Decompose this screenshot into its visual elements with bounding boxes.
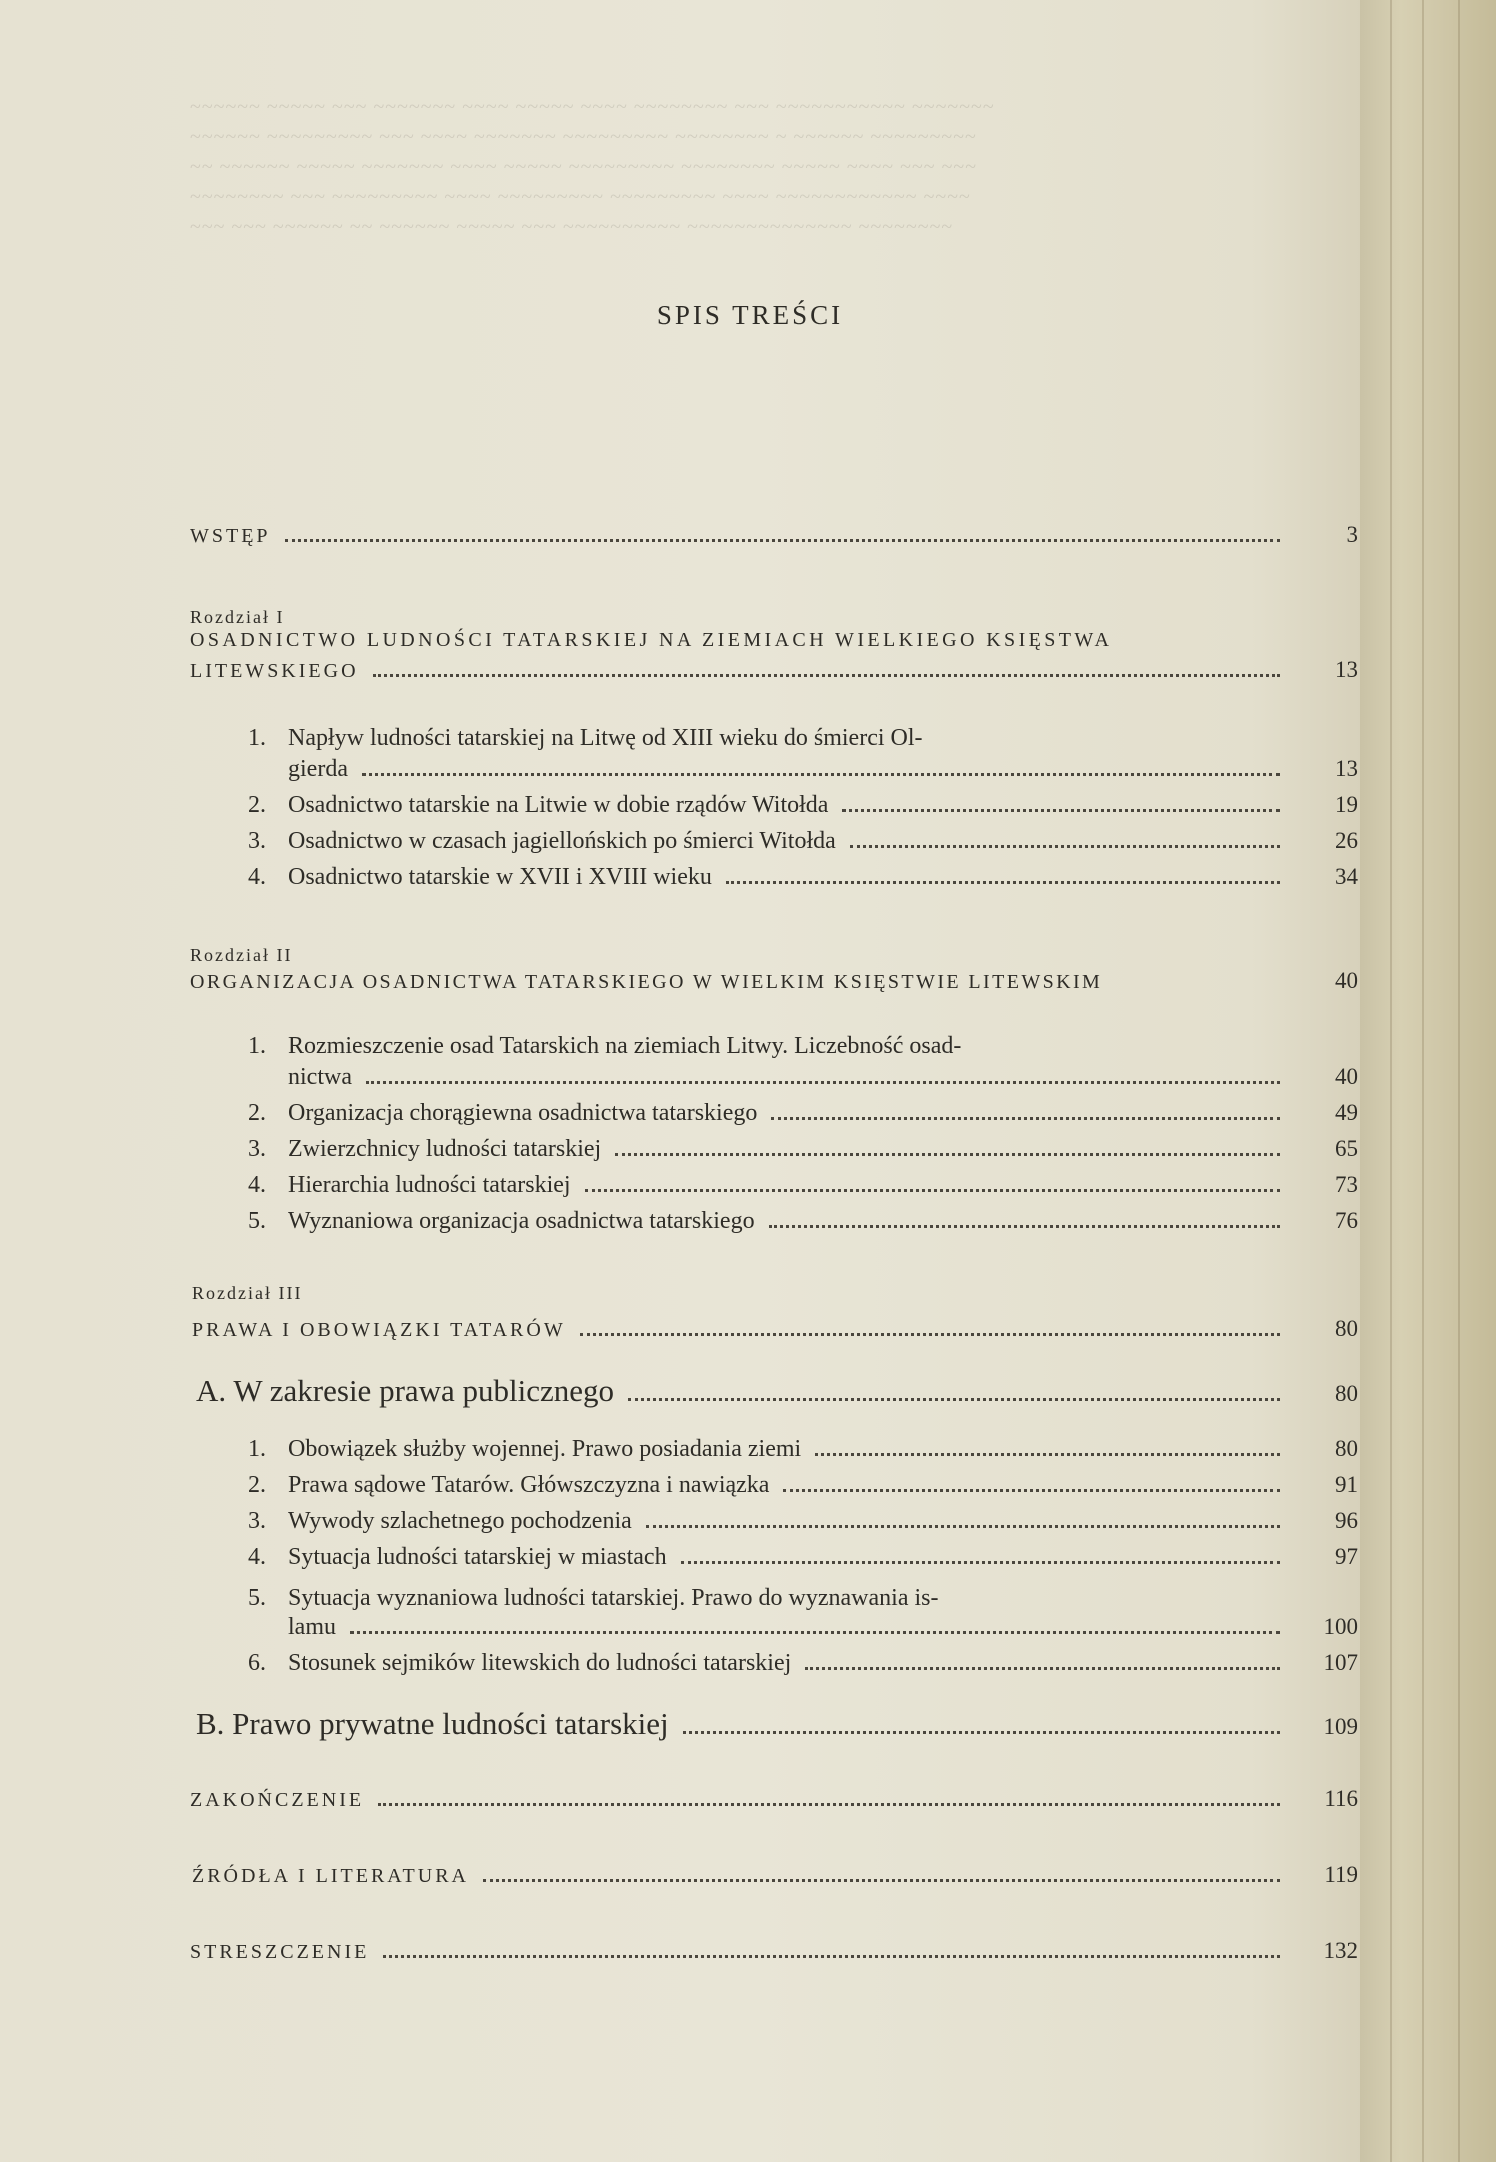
toc-subentry[interactable]	[248, 1650, 1358, 1677]
toc-subentry[interactable]	[248, 1208, 1358, 1235]
dot-leader	[350, 1631, 1280, 1634]
entry-label: ŹRÓDŁA I LITERATURA	[192, 1865, 469, 1887]
toc-subentry[interactable]	[248, 864, 1358, 891]
section-title: B. Prawo prywatne ludności tatarskiej	[196, 1706, 669, 1741]
entry-text: Sytuacja ludności tatarskiej w miastach	[288, 1544, 667, 1570]
dot-leader	[615, 1153, 1280, 1156]
toc-entry-streszczenie[interactable]	[190, 1938, 1358, 1964]
entry-text: Rozmieszczenie osad Tatarskich na ziemiach Litwy. Liczebność osad-	[288, 1033, 962, 1059]
entry-number: 3.	[248, 828, 266, 854]
dot-leader	[783, 1489, 1280, 1492]
dot-leader	[842, 809, 1280, 812]
dot-leader	[285, 539, 1280, 542]
entry-label: WSTĘP	[190, 525, 271, 547]
toc-entry-zrodla[interactable]	[192, 1862, 1358, 1888]
page-number: 19	[1335, 792, 1358, 817]
page-number: 91	[1335, 1472, 1358, 1497]
entry-label: PRAWA I OBOWIĄZKI TATARÓW	[192, 1319, 566, 1341]
page-number: 65	[1335, 1136, 1358, 1161]
entry-text: Prawa sądowe Tatarów. Główszczyzna i nawiązka	[288, 1472, 770, 1498]
page-number: 80	[1335, 1436, 1358, 1461]
page-number: 96	[1335, 1508, 1358, 1533]
page-number: 76	[1335, 1208, 1358, 1233]
entry-text: Stosunek sejmików litewskich do ludności tatarskiej	[288, 1650, 792, 1676]
toc-subentry-continuation[interactable]	[288, 1064, 1358, 1091]
toc-subentry[interactable]	[248, 1472, 1358, 1499]
chapter-label: Rozdział III	[192, 1283, 303, 1303]
dot-leader	[850, 845, 1280, 848]
entry-text: gierda	[288, 756, 348, 782]
toc-entry-chapter-3[interactable]	[192, 1316, 1358, 1342]
entry-number: 4.	[248, 864, 266, 890]
dot-leader	[580, 1333, 1280, 1336]
dot-leader	[646, 1525, 1280, 1528]
entry-number: 1.	[248, 1436, 266, 1462]
entry-text: Napływ ludności tatarskiej na Litwę od XIII wieku do śmierci Ol-	[288, 725, 923, 751]
entry-number: 1.	[248, 1033, 266, 1059]
dot-leader	[366, 1081, 1280, 1084]
page-number: 80	[1335, 1381, 1358, 1406]
page-number: 97	[1335, 1544, 1358, 1569]
entry-text: Wyznaniowa organizacja osadnictwa tatarskiego	[288, 1208, 755, 1234]
dot-leader	[383, 1955, 1280, 1958]
chapter-label: Rozdział II	[190, 945, 293, 965]
dot-leader	[373, 674, 1280, 677]
page-number: 26	[1335, 828, 1358, 853]
page-number: 3	[1346, 522, 1358, 547]
page-number: 13	[1335, 756, 1358, 781]
dot-leader	[585, 1189, 1280, 1192]
toc-section-b[interactable]	[196, 1706, 1358, 1742]
page-number: 100	[1323, 1614, 1358, 1639]
entry-number: 3.	[248, 1508, 266, 1534]
entry-text: Hierarchia ludności tatarskiej	[288, 1172, 571, 1198]
entry-text: Osadnictwo tatarskie na Litwie w dobie rządów Witołda	[288, 792, 829, 818]
toc-subentry[interactable]	[248, 1100, 1358, 1127]
entry-number: 2.	[248, 1100, 266, 1126]
page-number: 80	[1335, 1316, 1358, 1341]
dot-leader	[683, 1731, 1280, 1734]
dot-leader	[771, 1117, 1280, 1120]
entry-text: Wywody szlachetnego pochodzenia	[288, 1508, 632, 1534]
toc-subentry[interactable]	[248, 1436, 1358, 1463]
entry-number: 5.	[248, 1585, 266, 1611]
entry-number: 2.	[248, 1472, 266, 1498]
entry-text: lamu	[288, 1614, 336, 1640]
bleed-through-text: ~~~~~~ ~~~~~ ~~~ ~~~~~~~ ~~~~ ~~~~~ ~~~~ ~~~~~~~~ ~~~ ~~~~~~~~~~~ ~~~~~~~ ~~~~~~ ~~~~~~~~~ ~~~ ~~~~ ~~~~~~~ ~~~~~~~~~ ~~~~~~~~ ~ ~~~~~~ ~~~~~~~~~ ~~ ~~~~~~ ~~~~~ ~~~~~~~ ~~~~ ~~~~~ ~~~~~~~~~ ~~~~~~~~ ~~~~~ ~~~~ ~~~ ~~~ ~~~~~~~~ ~~~ ~~~~~~~~~ ~~~~ ~~~~~~~~~ ~~~~~~~~~ ~~~~ ~~~~~~~~~~~~ ~~~~ ~~~ ~~~ ~~~~~~ ~~ ~~~~~~ ~~~~~ ~~~ ~~~~~~~~~~ ~~~~~~~~~~~~~~ ~~~~~~~~	[190, 96, 995, 238]
toc-subentry[interactable]	[248, 1028, 1358, 1064]
toc-entry-zakonczenie[interactable]	[190, 1786, 1358, 1812]
dot-leader	[769, 1225, 1280, 1228]
chapter-label: Rozdział I	[190, 607, 285, 627]
toc-entry-chapter-2[interactable]	[190, 968, 1358, 994]
dot-leader	[483, 1879, 1280, 1882]
entry-number: 2.	[248, 792, 266, 818]
dot-leader	[1116, 985, 1280, 988]
entry-label: ZAKOŃCZENIE	[190, 1789, 365, 1811]
toc-subentry[interactable]	[248, 1544, 1358, 1571]
entry-number: 5.	[248, 1208, 266, 1234]
dot-leader	[815, 1453, 1280, 1456]
entry-text: Obowiązek służby wojennej. Prawo posiadania ziemi	[288, 1436, 802, 1462]
entry-text: nictwa	[288, 1064, 352, 1090]
toc-subentry[interactable]	[248, 828, 1358, 855]
toc-subentry[interactable]	[248, 792, 1358, 819]
entry-number: 4.	[248, 1544, 266, 1570]
dot-leader	[726, 881, 1280, 884]
dot-leader	[378, 1803, 1280, 1806]
entry-label: LITEWSKIEGO	[190, 660, 359, 682]
entry-text: Zwierzchnicy ludności tatarskiej	[288, 1136, 602, 1162]
toc-subentry[interactable]	[248, 1508, 1358, 1535]
page-number: 109	[1323, 1714, 1358, 1739]
entry-label: STRESZCZENIE	[190, 1941, 370, 1963]
section-title: A. W zakresie prawa publicznego	[196, 1373, 615, 1408]
page-number: 116	[1324, 1786, 1358, 1811]
toc-entry-wstep[interactable]	[190, 522, 1358, 548]
toc-section-a[interactable]	[196, 1373, 1358, 1409]
page-number: 13	[1335, 657, 1358, 682]
entry-number: 6.	[248, 1650, 266, 1676]
page-number: 34	[1335, 864, 1358, 889]
toc-subentry[interactable]	[248, 1172, 1358, 1199]
entry-number: 3.	[248, 1136, 266, 1162]
dot-leader	[805, 1667, 1280, 1670]
page-number: 73	[1335, 1172, 1358, 1197]
dot-leader	[681, 1561, 1280, 1564]
toc-subentry[interactable]	[248, 1580, 1358, 1616]
page-number: 132	[1323, 1938, 1358, 1963]
page-number: 49	[1335, 1100, 1358, 1125]
entry-text: Osadnictwo tatarskie w XVII i XVIII wieku	[288, 864, 712, 890]
page-number: 107	[1323, 1650, 1358, 1675]
page-number: 40	[1335, 1064, 1358, 1089]
page-number: 119	[1324, 1862, 1358, 1887]
entry-text: Organizacja chorągiewna osadnictwa tatarskiego	[288, 1100, 758, 1126]
toc-subentry-continuation[interactable]	[288, 1614, 1358, 1641]
dot-leader	[362, 773, 1280, 776]
page-title: SPIS TREŚCI	[656, 300, 844, 330]
toc-subentry-continuation[interactable]	[288, 756, 1358, 783]
entry-number: 4.	[248, 1172, 266, 1198]
toc-entry-chapter-1[interactable]	[190, 657, 1358, 683]
entry-label: ORGANIZACJA OSADNICTWA TATARSKIEGO W WIELKIM KSIĘSTWIE LITEWSKIM	[190, 971, 1103, 993]
toc-subentry[interactable]	[248, 1136, 1358, 1163]
page-number: 40	[1335, 968, 1358, 993]
dot-leader	[628, 1398, 1280, 1401]
entry-text: Osadnictwo w czasach jagiellońskich po śmierci Witołda	[288, 828, 836, 854]
entry-text: Sytuacja wyznaniowa ludności tatarskiej. Prawo do wyznawania is-	[288, 1585, 939, 1611]
entry-number: 1.	[248, 725, 266, 751]
chapter-title-line: OSADNICTWO LUDNOŚCI TATARSKIEJ NA ZIEMIACH WIELKIEGO KSIĘSTWA	[190, 629, 1113, 651]
